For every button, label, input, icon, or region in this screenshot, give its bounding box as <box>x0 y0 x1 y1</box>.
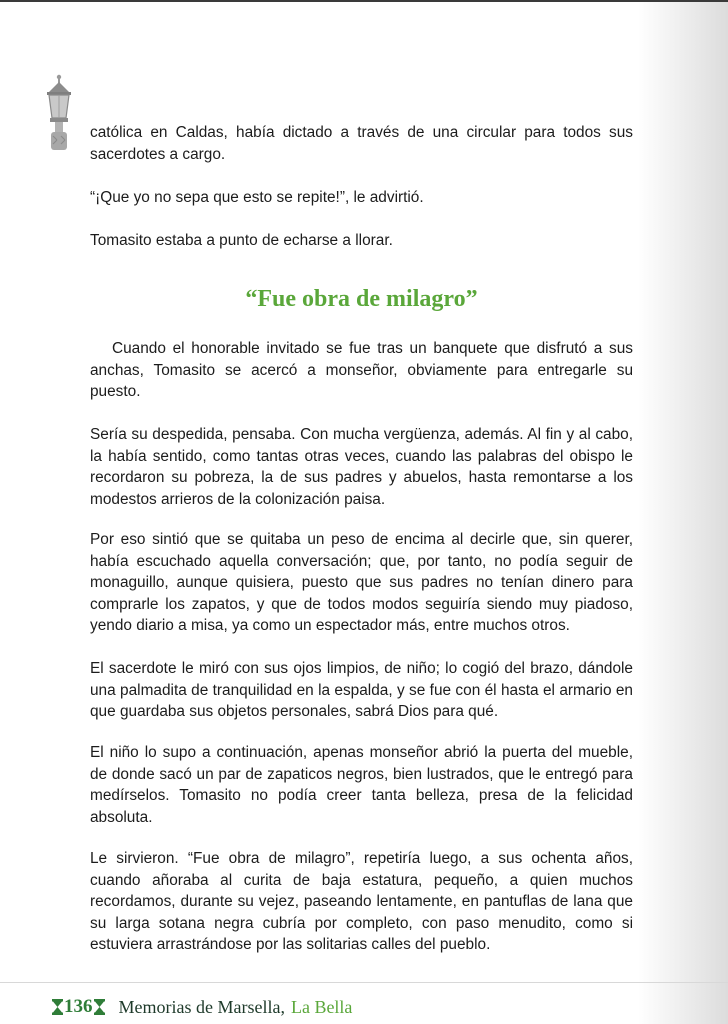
paragraph-confession: Por eso sintió que se quitaba un peso de encima al decirle que, sin querer, había escuchado aquella conversación; que, por tanto, no podía seguir de monaguillo, aunque quisiera, puesto que sus padres no tenían dinero para comprarle los zapatos, y que de todos modos seguiría siendo muy piadoso, yendo diario a misa, ya como un espectador más, entre muchos otros. <box>90 531 633 635</box>
footer-divider <box>0 982 728 983</box>
top-border-line <box>0 0 728 2</box>
page-number: 136 <box>64 996 93 1017</box>
hourglass-ornament-icon <box>94 999 105 1015</box>
paragraph-tomasito: Tomasito estaba a punto de echarse a llorar. <box>90 232 393 249</box>
paragraph-priest: El sacerdote le miró con sus ojos limpios, de niño; lo cogió del brazo, dándole una palmadita de tranquilidad en la espalda, y se fue con él hasta el armario en que guardaba sus objetos personales, sabrá Dios para qué. <box>90 660 633 721</box>
street-lamp-icon <box>40 74 78 156</box>
paragraph-banquet: Cuando el honorable invitado se fue tras un banquete que disfrutó a sus anchas, Tomasito se acercó a monseñor, obviamente para entregarle su puesto. <box>90 340 633 401</box>
paragraph-shoes: El niño lo supo a continuación, apenas monseñor abrió la puerta del mueble, de donde sacó un par de zapaticos negros, bien lustrados, que le entregó para medírselos. Tomasito no podía creer tanta belleza, presa de la felicidad absoluta. <box>90 744 633 826</box>
hourglass-ornament-icon <box>52 999 63 1015</box>
page-footer <box>52 995 352 1019</box>
paragraph-farewell: Sería su despedida, pensaba. Con mucha vergüenza, además. Al fin y al cabo, la había sentido, como tantas otras veces, cuando las palabras del obispo le recordaron su pobreza, la de sus padres y abuelos, hasta remontarse a los modestos arrieros de la colonización paisa. <box>90 426 633 508</box>
book-subtitle: La Bella <box>290 996 353 1017</box>
section-heading: “Fue obra de milagro” <box>245 286 478 312</box>
paragraph-miracle: Le sirvieron. “Fue obra de milagro”, repetiría luego, a sus ochenta años, cuando añoraba al curita de baja estatura, pequeño, a quien muchos recordamos, durante su vejez, paseando lentamente, en pantuflas de lana que su larga sotana negra cubría por completo, con paso menudito, como si estuviera arrastrándose por las solitarias calles del pueblo. <box>90 850 633 954</box>
paragraph-continuation: católica en Caldas, había dictado a través de una circular para todos sus sacerdotes a cargo. <box>90 124 633 163</box>
book-title: Memorias de Marsella, <box>118 996 285 1017</box>
page-edge-shadow <box>638 2 728 1024</box>
paragraph-quote: “¡Que yo no sepa que esto se repite!”, le advirtió. <box>90 189 424 206</box>
